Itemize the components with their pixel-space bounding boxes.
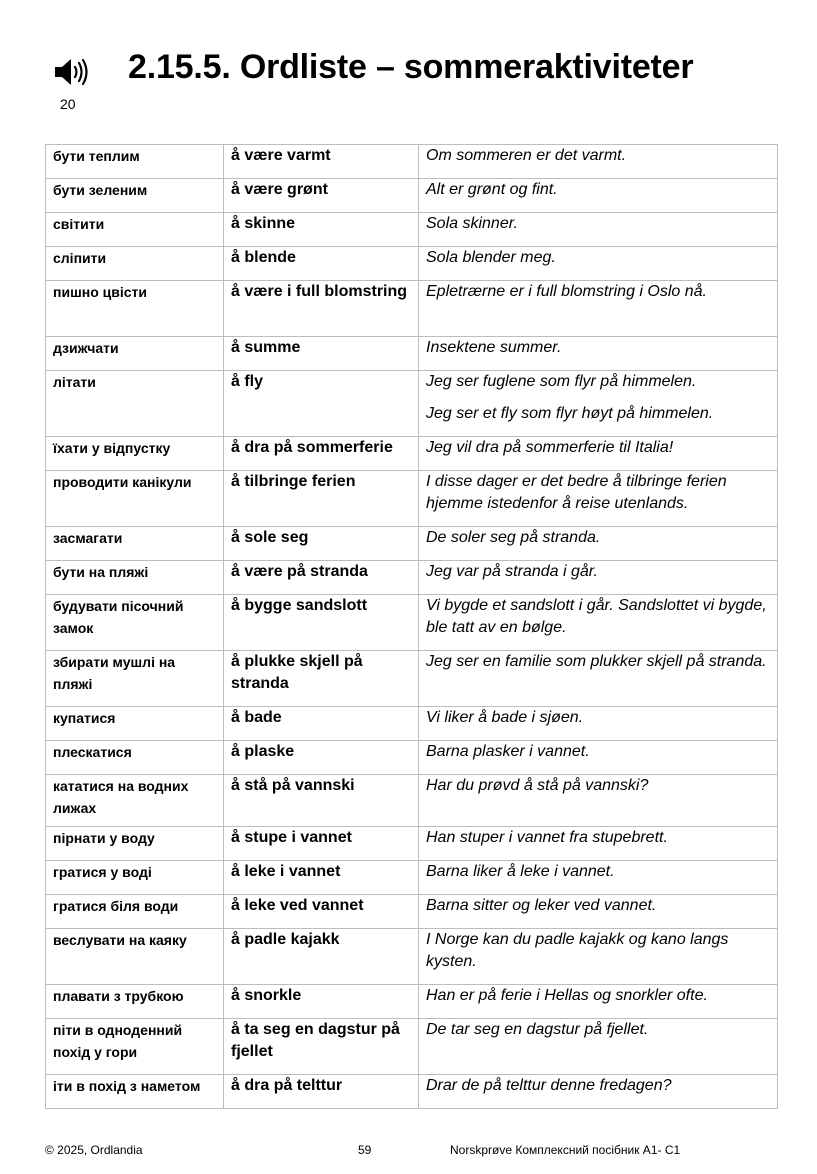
norwegian-term: å stupe i vannet	[224, 827, 419, 861]
ukrainian-term: кататися на водних лижах	[46, 775, 224, 827]
example-sentence-cell	[419, 371, 778, 437]
table-row	[46, 471, 778, 527]
norwegian-term: å blende	[224, 247, 419, 281]
example-sentence-cell	[419, 471, 778, 527]
table-row	[46, 929, 778, 985]
ukrainian-term: дзижчати	[46, 337, 224, 371]
example-sentence-cell	[419, 1075, 778, 1109]
example-sentence: Sola skinner.	[426, 215, 518, 232]
table-row	[46, 145, 778, 179]
norwegian-term: å være på stranda	[224, 561, 419, 595]
ukrainian-term: плескатися	[46, 741, 224, 775]
example-sentence: Jeg ser et fly som flyr høyt på himmelen.	[426, 405, 714, 422]
table-row	[46, 595, 778, 651]
table-row	[46, 1019, 778, 1075]
vocabulary-table	[45, 144, 778, 1109]
example-sentence-cell	[419, 561, 778, 595]
footer-page-number: 59	[358, 1143, 372, 1157]
ukrainian-term: проводити канікули	[46, 471, 224, 527]
norwegian-term: å plukke skjell på stranda	[224, 651, 419, 707]
norwegian-term: å være i full blomstring	[224, 281, 419, 337]
table-row	[46, 985, 778, 1019]
example-sentence: Har du prøvd å stå på vannski?	[426, 777, 649, 794]
example-sentence: Barna liker å leke i vannet.	[426, 863, 615, 880]
norwegian-term: å leke i vannet	[224, 861, 419, 895]
ukrainian-term: бути на пляжі	[46, 561, 224, 595]
ukrainian-term: світити	[46, 213, 224, 247]
norwegian-term: å være varmt	[224, 145, 419, 179]
example-sentence-cell	[419, 595, 778, 651]
example-sentence-cell	[419, 213, 778, 247]
example-sentence-cell	[419, 929, 778, 985]
ukrainian-term: купатися	[46, 707, 224, 741]
example-sentence: Han stuper i vannet fra stupebrett.	[426, 829, 668, 846]
example-sentence-cell	[419, 895, 778, 929]
norwegian-term: å fly	[224, 371, 419, 437]
ukrainian-term: сліпити	[46, 247, 224, 281]
table-row	[46, 437, 778, 471]
speaker-icon[interactable]	[52, 56, 92, 88]
norwegian-term: å snorkle	[224, 985, 419, 1019]
norwegian-term: å stå på vannski	[224, 775, 419, 827]
table-row	[46, 337, 778, 371]
table-row	[46, 213, 778, 247]
table-row	[46, 895, 778, 929]
example-sentence-cell	[419, 707, 778, 741]
example-sentence: De soler seg på stranda.	[426, 529, 601, 546]
ukrainian-term: пишно цвісти	[46, 281, 224, 337]
table-row	[46, 371, 778, 437]
ukrainian-term: іти в похід з наметом	[46, 1075, 224, 1109]
page-title: 2.15.5. Ordliste – sommeraktiviteter	[128, 48, 694, 86]
example-sentence-cell	[419, 337, 778, 371]
example-sentence: Sola blender meg.	[426, 249, 556, 266]
example-sentence: I Norge kan du padle kajakk og kano langs kysten.	[426, 931, 729, 970]
example-sentence: Jeg vil dra på sommerferie til Italia!	[426, 439, 674, 456]
ukrainian-term: гратися у воді	[46, 861, 224, 895]
example-sentence-cell	[419, 281, 778, 337]
example-sentence: Vi bygde et sandslott i går. Sandslottet vi bygde, ble tatt av en bølge.	[426, 597, 767, 636]
audio-track-number: 20	[60, 96, 76, 112]
norwegian-term: å dra på telttur	[224, 1075, 419, 1109]
example-sentence: Alt er grønt og fint.	[426, 181, 558, 198]
example-sentence-cell	[419, 145, 778, 179]
norwegian-term: å plaske	[224, 741, 419, 775]
example-sentence-cell	[419, 179, 778, 213]
norwegian-term: å summe	[224, 337, 419, 371]
norwegian-term: å sole seg	[224, 527, 419, 561]
example-sentence: Vi liker å bade i sjøen.	[426, 709, 584, 726]
ukrainian-term: будувати пісочний замок	[46, 595, 224, 651]
ukrainian-term: пірнати у воду	[46, 827, 224, 861]
example-sentence: Barna plasker i vannet.	[426, 743, 590, 760]
example-sentence-cell	[419, 827, 778, 861]
norwegian-term: å padle kajakk	[224, 929, 419, 985]
example-sentence: I disse dager er det bedre å tilbringe ferien hjemme istedenfor å reise utenlands.	[426, 473, 727, 512]
example-sentence: Barna sitter og leker ved vannet.	[426, 897, 657, 914]
table-row	[46, 861, 778, 895]
norwegian-term: å være grønt	[224, 179, 419, 213]
example-sentence: Insektene summer.	[426, 339, 562, 356]
norwegian-term: å dra på sommerferie	[224, 437, 419, 471]
norwegian-term: å tilbringe ferien	[224, 471, 419, 527]
example-sentence-cell	[419, 651, 778, 707]
example-sentence: Jeg var på stranda i går.	[426, 563, 598, 580]
table-row	[46, 707, 778, 741]
example-sentence-cell	[419, 437, 778, 471]
table-row	[46, 247, 778, 281]
ukrainian-term: піти в одноденний похід у гори	[46, 1019, 224, 1075]
example-sentence-cell	[419, 1019, 778, 1075]
example-sentence: De tar seg en dagstur på fjellet.	[426, 1021, 649, 1038]
ukrainian-term: засмагати	[46, 527, 224, 561]
ukrainian-term: гратися біля води	[46, 895, 224, 929]
ukrainian-term: бути теплим	[46, 145, 224, 179]
footer-copyright: © 2025, Ordlandia	[45, 1143, 143, 1157]
example-sentence: Han er på ferie i Hellas og snorkler ofte.	[426, 987, 708, 1004]
example-sentence-cell	[419, 741, 778, 775]
table-row	[46, 561, 778, 595]
example-sentence-cell	[419, 527, 778, 561]
table-row	[46, 741, 778, 775]
table-row	[46, 1075, 778, 1109]
ukrainian-term: плавати з трубкою	[46, 985, 224, 1019]
norwegian-term: å leke ved vannet	[224, 895, 419, 929]
ukrainian-term: збирати мушлі на пляжі	[46, 651, 224, 707]
norwegian-term: å bade	[224, 707, 419, 741]
example-sentence-cell	[419, 985, 778, 1019]
table-row	[46, 179, 778, 213]
example-sentence: Om sommeren er det varmt.	[426, 147, 627, 164]
norwegian-term: å skinne	[224, 213, 419, 247]
ukrainian-term: їхати у відпустку	[46, 437, 224, 471]
example-sentence: Drar de på telttur denne fredagen?	[426, 1077, 672, 1094]
norwegian-term: å bygge sandslott	[224, 595, 419, 651]
table-row	[46, 281, 778, 337]
example-sentence-cell	[419, 775, 778, 827]
example-sentence: Jeg ser fuglene som flyr på himmelen.	[426, 373, 697, 390]
example-sentence-cell	[419, 861, 778, 895]
ukrainian-term: літати	[46, 371, 224, 437]
ukrainian-term: веслувати на каяку	[46, 929, 224, 985]
table-row	[46, 527, 778, 561]
footer-book-title: Norskprøve Комплексний посібник A1- C1	[450, 1143, 681, 1157]
ukrainian-term: бути зеленим	[46, 179, 224, 213]
table-row	[46, 651, 778, 707]
table-row	[46, 775, 778, 827]
example-sentence: Jeg ser en familie som plukker skjell på stranda.	[426, 653, 767, 670]
norwegian-term: å ta seg en dagstur på fjellet	[224, 1019, 419, 1075]
example-sentence: Epletrærne er i full blomstring i Oslo nå.	[426, 283, 707, 300]
example-sentence-cell	[419, 247, 778, 281]
table-row	[46, 827, 778, 861]
